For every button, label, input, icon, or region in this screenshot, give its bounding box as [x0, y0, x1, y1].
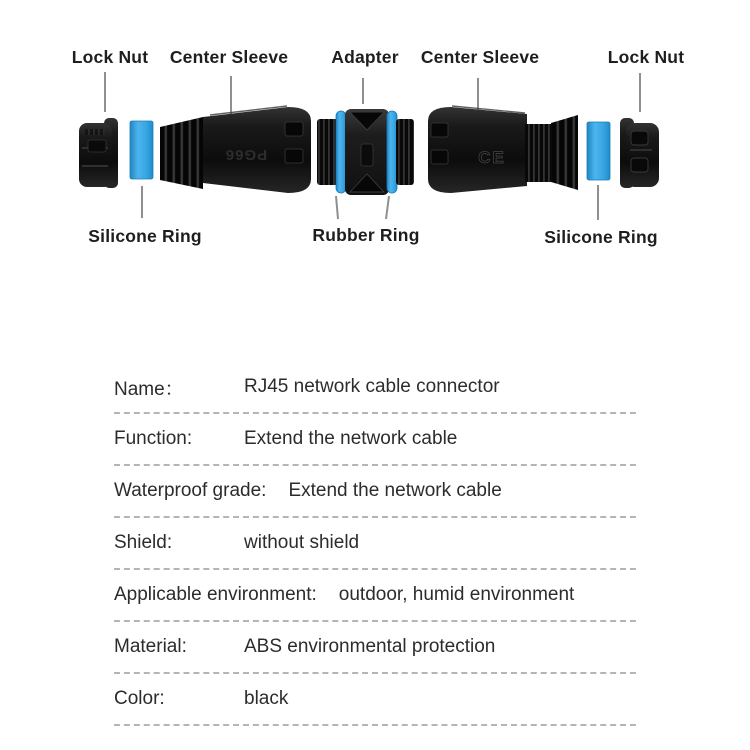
spec-label: Shield: [114, 532, 173, 553]
emboss-marking: PG66 [224, 146, 268, 163]
part-label-lock-nut-right: Lock Nut [607, 47, 685, 67]
spec-value: Extend the network cable [244, 428, 458, 449]
spec-row-name [114, 362, 636, 414]
part-label-center-sleeve-left: Center Sleeve [169, 47, 289, 67]
spec-row-material [114, 622, 636, 674]
adapter-graphic [317, 109, 414, 195]
spec-value: Extend the network cable [288, 480, 502, 501]
silicone-ring-left-graphic [130, 121, 153, 179]
spec-row-shield [114, 518, 636, 570]
spec-value: outdoor, humid environment [338, 584, 575, 605]
center-sleeve-right-graphic [428, 106, 578, 193]
spec-row-applicable-environment [114, 570, 636, 622]
part-label-lock-nut-left: Lock Nut [71, 47, 149, 67]
spec-row-waterproof-grade [114, 466, 636, 518]
spec-value: RJ45 network cable connector [244, 376, 500, 397]
spec-row-color [114, 674, 636, 726]
spec-label: Function: [114, 428, 193, 449]
lock-nut-right-graphic [620, 118, 659, 188]
spec-label: Color: [114, 688, 165, 709]
spec-row-function [114, 414, 636, 466]
spec-label: Name： [114, 378, 184, 400]
part-label-rubber-ring: Rubber Ring [312, 225, 420, 245]
part-label-adapter: Adapter [331, 47, 399, 67]
spec-label: Applicable environment: [114, 584, 317, 605]
center-sleeve-left-graphic [160, 106, 311, 193]
part-label-silicone-ring-right: Silicone Ring [544, 227, 658, 247]
connector-diagram [0, 0, 750, 310]
spec-value: black [244, 688, 289, 709]
part-label-center-sleeve-right: Center Sleeve [420, 47, 540, 67]
spec-table [114, 362, 636, 726]
lock-nut-left-graphic [79, 118, 118, 188]
part-label-silicone-ring-left: Silicone Ring [88, 226, 202, 246]
spec-value: ABS environmental protection [244, 636, 496, 657]
spec-label: Waterproof grade: [114, 480, 267, 501]
silicone-ring-right-graphic [587, 122, 610, 180]
spec-label: Material: [114, 636, 187, 657]
spec-value: without shield [244, 532, 360, 553]
ce-marking: CE [478, 148, 506, 167]
